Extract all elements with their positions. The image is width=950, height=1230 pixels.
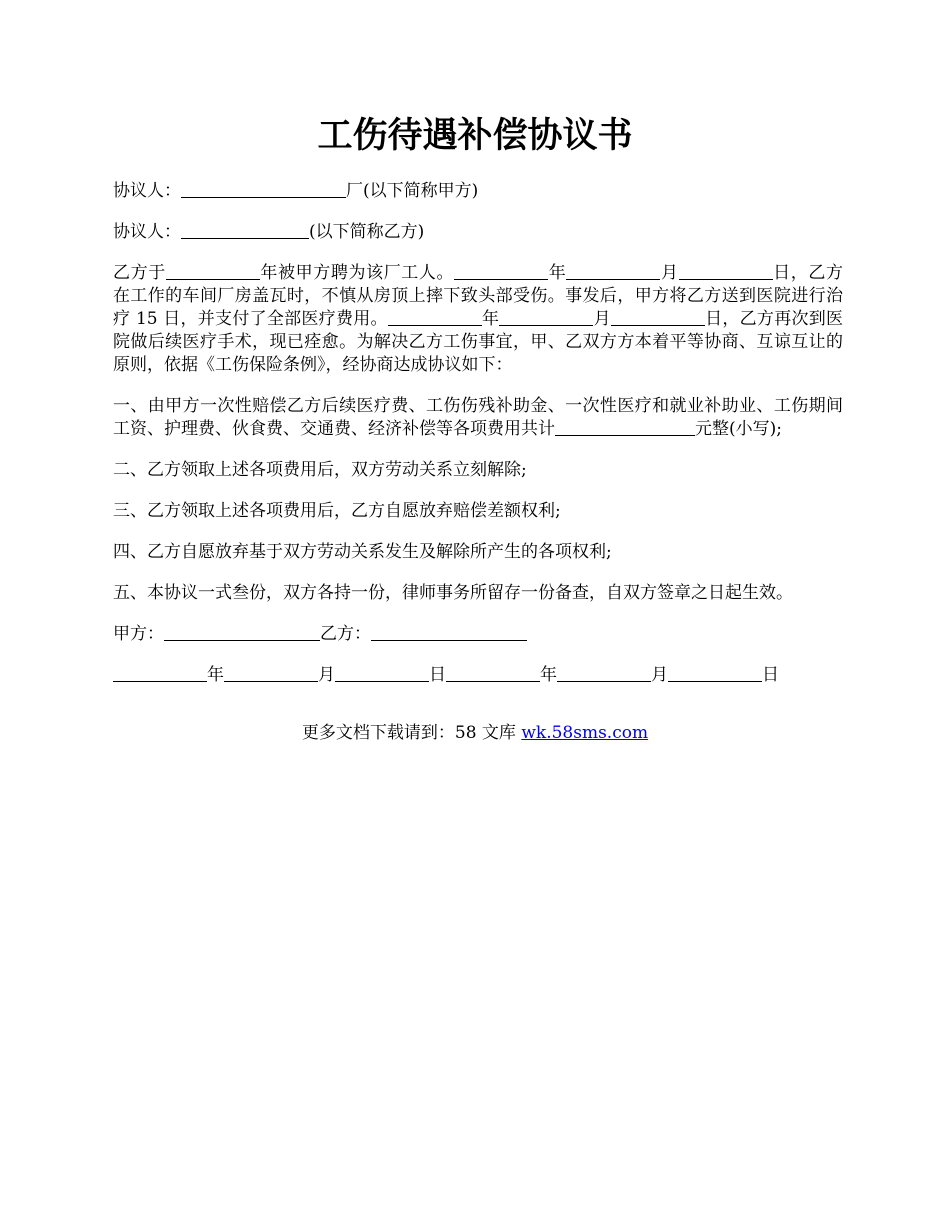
- document-body: [113, 180, 843, 705]
- intro-text-3: 年: [548, 263, 567, 283]
- date-b-month-blank: [557, 664, 651, 682]
- clause-2: 二、乙方领取上述各项费用后，双方劳动关系立刻解除;: [113, 460, 527, 480]
- intro-text-2: 年被甲方聘为该厂工人。: [259, 263, 455, 283]
- date-b-year-blank: [446, 664, 540, 682]
- intro-text-8: 日，乙方再次到医院做后续医疗手术，现已痊愈。为解决乙方工伤事宜，甲、乙双方方本着平等协商、互谅互让的原则，依据《工伤保险条例》，经协商达成协议如下：: [113, 309, 844, 375]
- date-line: [113, 664, 843, 687]
- party-a-sign-blank: [164, 623, 320, 641]
- party-b-line: [113, 221, 843, 244]
- date-a-day-blank: [335, 664, 429, 682]
- blank-injury-year: [454, 262, 548, 280]
- date-a-year-blank: [113, 664, 207, 682]
- intro-paragraph: [113, 262, 843, 377]
- intro-text-6: 年: [481, 309, 500, 329]
- clause-1-suffix: 元整(小写);: [695, 419, 782, 439]
- party-a-sign-label: 甲方：: [113, 624, 164, 644]
- party-b-sign-blank: [371, 623, 527, 641]
- blank-surgery-month: [499, 308, 593, 326]
- blank-surgery-year: [388, 308, 482, 326]
- blank-hire-year: [166, 262, 260, 280]
- clause-3: 三、乙方领取上述各项费用后，乙方自愿放弃赔偿差额权利;: [113, 501, 561, 521]
- clause-1-text: 一、由甲方一次性赔偿乙方后续医疗费、工伤伤残补助金、一次性医疗和就业补助业、工伤期间工资、护理费、伙食费、交通费、经济补偿等各项费用共计: [113, 396, 843, 439]
- party-a-label: 协议人：: [113, 181, 181, 201]
- party-a-blank: [181, 180, 346, 198]
- party-a-suffix: 厂(以下简称甲方): [346, 181, 479, 201]
- party-b-label: 协议人：: [113, 222, 181, 242]
- date-a-month-blank: [224, 664, 318, 682]
- blank-surgery-day: [611, 308, 705, 326]
- intro-text-5: 日，乙方在工作的车间厂房盖瓦时，不慎从房顶上摔下致头部受伤。事发后，甲方将乙方送到医院进行治疗 15 日，并支付了全部医疗费用。: [113, 263, 844, 329]
- blank-injury-month: [566, 262, 660, 280]
- intro-text-4: 月: [660, 263, 679, 283]
- date-b-day-label: 日: [762, 665, 779, 685]
- party-a-line: [113, 180, 843, 203]
- party-b-blank: [181, 221, 309, 239]
- clause-5: 五、本协议一式叁份，双方各持一份，律师事务所留存一份备查，自双方签章之日起生效。: [113, 583, 793, 603]
- footer-text: 更多文档下载请到：58 文库: [301, 723, 522, 743]
- date-b-month-label: 月: [651, 665, 668, 685]
- date-b-year-label: 年: [540, 665, 557, 685]
- date-a-month-label: 月: [318, 665, 335, 685]
- date-a-year-label: 年: [207, 665, 224, 685]
- intro-text-7: 月: [593, 309, 611, 329]
- blank-injury-day: [679, 262, 773, 280]
- date-a-day-label: 日: [429, 665, 446, 685]
- party-b-sign-label: 乙方：: [320, 624, 371, 644]
- clause-1: [113, 395, 843, 441]
- clause-4: 四、乙方自愿放弃基于双方劳动关系发生及解除所产生的各项权利;: [113, 542, 612, 562]
- date-b-day-blank: [668, 664, 762, 682]
- signature-line: [113, 623, 843, 646]
- blank-amount: [555, 418, 695, 436]
- intro-text-1: 乙方于: [113, 263, 166, 283]
- party-b-suffix: (以下简称乙方): [309, 222, 425, 242]
- document-title: 工伤待遇补偿协议书: [317, 115, 633, 156]
- footer: [0, 722, 950, 745]
- footer-link[interactable]: wk.58sms.com: [521, 723, 649, 743]
